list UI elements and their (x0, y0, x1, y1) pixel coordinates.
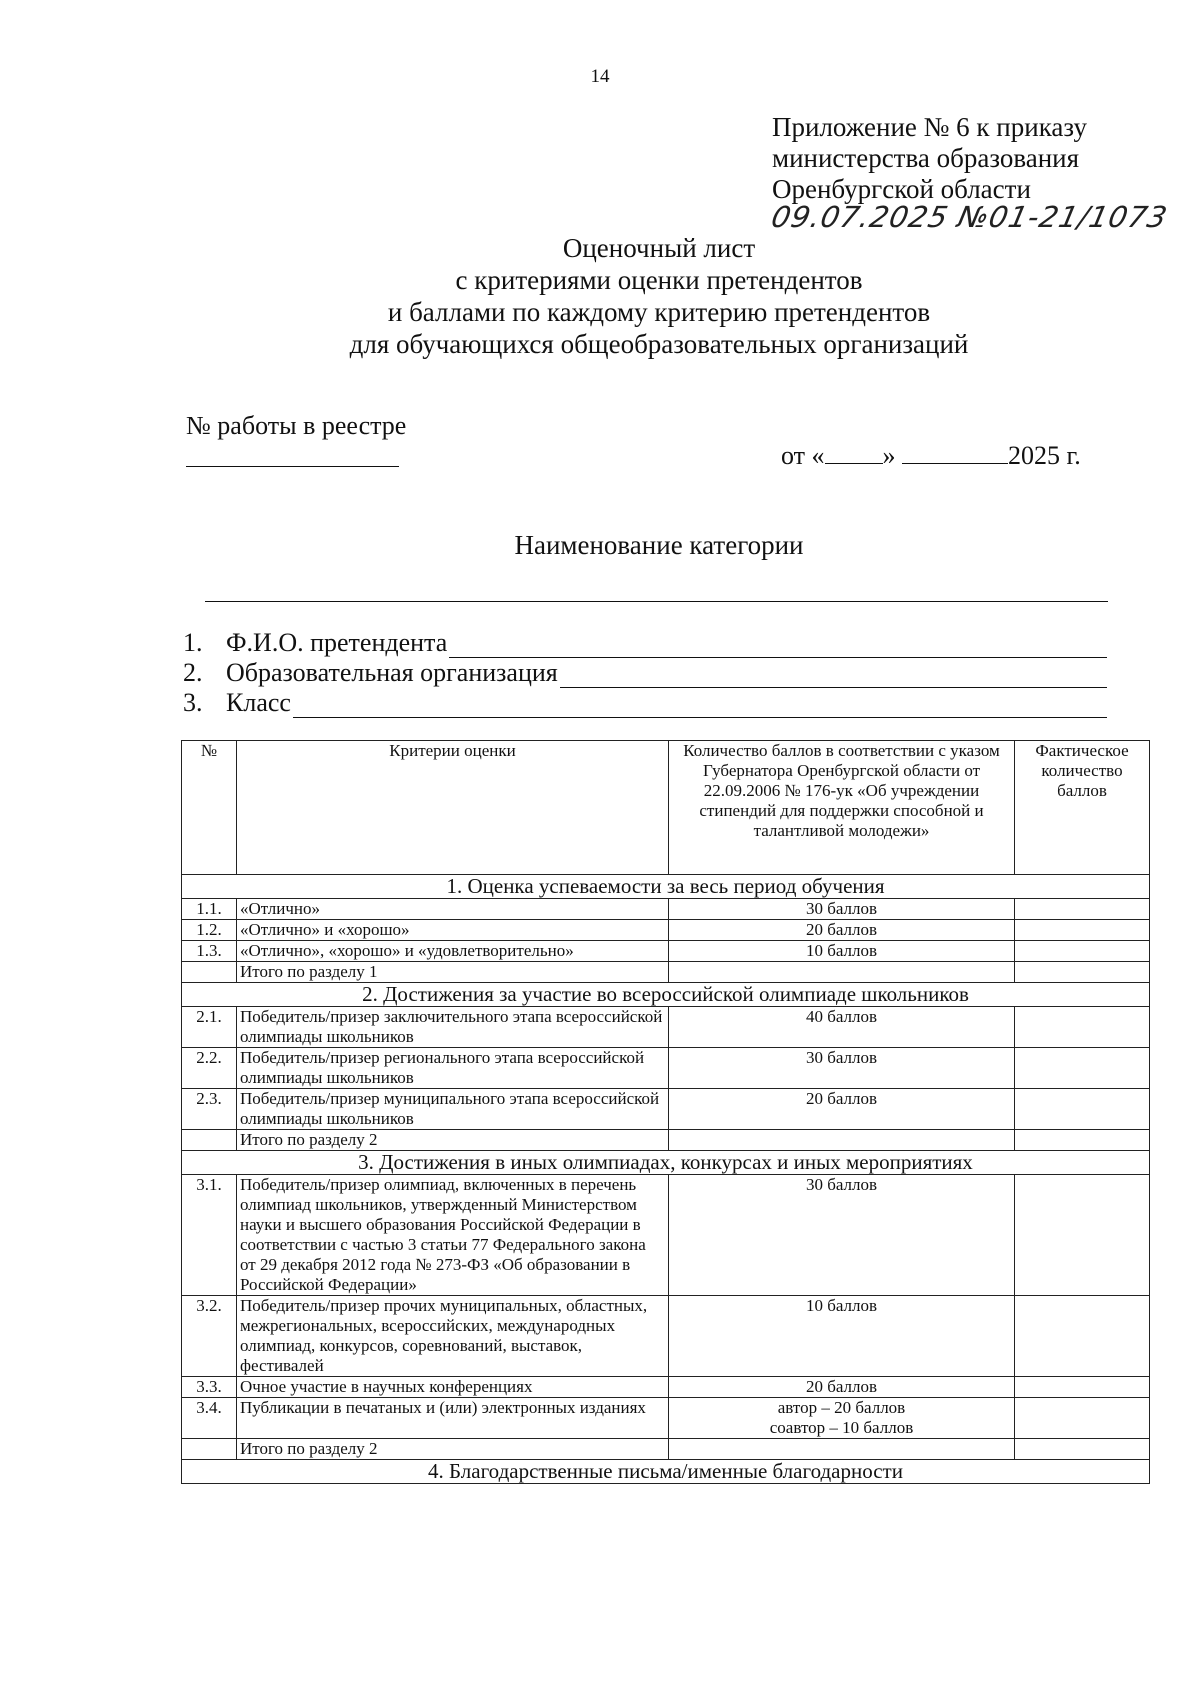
table-row (182, 920, 1150, 941)
row-num: 2.1. (182, 1007, 237, 1048)
table-row (182, 1175, 1150, 1296)
handwritten-order-number: 09.07.2025 №01-21/1073 (768, 200, 1171, 234)
total-input[interactable] (1015, 1130, 1150, 1151)
registry-number-field[interactable] (186, 466, 399, 467)
appendix-line-3: Оренбургской области (772, 174, 1031, 204)
points-coauthor: соавтор – 10 баллов (769, 1418, 914, 1437)
total-input[interactable] (1015, 1439, 1150, 1460)
table-row (182, 1377, 1150, 1398)
field-number: 3. (183, 688, 203, 717)
title-line-1: Оценочный лист (562, 233, 756, 263)
field-row-organization (183, 658, 1107, 688)
field-number: 2. (183, 658, 203, 687)
row-points: 10 баллов (669, 941, 1015, 962)
table-row (182, 1048, 1150, 1089)
row-actual-input[interactable] (1015, 1048, 1150, 1089)
section-title: 4. Благодарственные письма/именные благодарности (182, 1460, 1150, 1484)
title-line-4: для обучающихся общеобразовательных организаций (349, 329, 969, 359)
header-num: № (182, 741, 237, 875)
row-actual-input[interactable] (1015, 920, 1150, 941)
date-field (781, 441, 1081, 471)
total-label: Итого по разделу 1 (237, 962, 669, 983)
registry-label: № работы в реестре (186, 411, 407, 440)
row-points: 20 баллов (669, 1089, 1015, 1130)
table-row (182, 1398, 1150, 1439)
row-points: 30 баллов (669, 1175, 1015, 1296)
row-actual-input[interactable] (1015, 1377, 1150, 1398)
row-num: 3.2. (182, 1296, 237, 1377)
header-points: Количество баллов в соответствии с указом Губернатора Оренбургской области от 22.09.2006 № 176-ук «Об учреждении стипендий для поддержки способной и талантливой молодежи» (669, 741, 1015, 875)
field-number: 1. (183, 628, 203, 657)
section-row (182, 983, 1150, 1007)
section-title: 3. Достижения в иных олимпиадах, конкурсах и иных мероприятиях (182, 1151, 1150, 1175)
row-points (669, 1398, 1015, 1439)
header-actual: Фактическое количество баллов (1015, 741, 1150, 875)
section-row (182, 1460, 1150, 1484)
row-actual-input[interactable] (1015, 941, 1150, 962)
field-row-name (183, 628, 1107, 658)
table-row (182, 941, 1150, 962)
row-criteria: Победитель/призер заключительного этапа всероссийской олимпиады школьников (237, 1007, 669, 1048)
row-actual-input[interactable] (1015, 1296, 1150, 1377)
row-num: 3.3. (182, 1377, 237, 1398)
table-row (182, 1007, 1150, 1048)
table-row (182, 1296, 1150, 1377)
row-criteria: Публикации в печатаных и (или) электронных изданиях (237, 1398, 669, 1439)
page-number: 14 (590, 66, 610, 87)
points-author: автор – 20 баллов (777, 1398, 906, 1417)
row-points: 20 баллов (669, 920, 1015, 941)
applicant-name-field[interactable] (449, 633, 1107, 658)
appendix-line-2: министерства образования (772, 143, 1080, 173)
row-actual-input[interactable] (1015, 1007, 1150, 1048)
date-mid: » (882, 441, 896, 470)
category-field[interactable] (205, 601, 1108, 602)
date-day-field[interactable] (825, 441, 883, 464)
criteria-table (181, 740, 1150, 1484)
row-points: 20 баллов (669, 1377, 1015, 1398)
field-label: Ф.И.О. претендента (226, 628, 448, 657)
total-row (182, 1130, 1150, 1151)
total-label: Итого по разделу 2 (237, 1130, 669, 1151)
row-criteria: Победитель/призер муниципального этапа всероссийской олимпиады школьников (237, 1089, 669, 1130)
field-label: Класс (226, 688, 291, 717)
organization-field[interactable] (560, 663, 1107, 688)
category-label: Наименование категории (514, 530, 804, 560)
row-num: 2.3. (182, 1089, 237, 1130)
row-actual-input[interactable] (1015, 1175, 1150, 1296)
row-criteria: Очное участие в научных конференциях (237, 1377, 669, 1398)
date-suffix: 2025 г. (1008, 441, 1081, 470)
section-title: 2. Достижения за участие во всероссийской олимпиаде школьников (182, 983, 1150, 1007)
row-criteria: «Отлично» (237, 899, 669, 920)
row-num: 2.2. (182, 1048, 237, 1089)
section-row (182, 875, 1150, 899)
section-row (182, 1151, 1150, 1175)
row-criteria: Победитель/призер олимпиад, включенных в перечень олимпиад школьников, утвержденный Министерством науки и высшего образования Российской Федерации в соответствии с частью 3 статьи 77 Федерального закона от 29 декабря 2012 года № 273-ФЗ «Об образовании в Российской Федерации» (237, 1175, 669, 1296)
table-row (182, 899, 1150, 920)
field-row-class (183, 688, 1107, 718)
table-row (182, 1089, 1150, 1130)
row-num: 1.2. (182, 920, 237, 941)
appendix-line-1: Приложение № 6 к приказу (772, 112, 1087, 142)
title-line-2: с критериями оценки претендентов (455, 265, 863, 295)
row-num: 1.3. (182, 941, 237, 962)
field-label: Образовательная организация (226, 658, 558, 687)
class-field[interactable] (293, 693, 1107, 718)
row-points: 10 баллов (669, 1296, 1015, 1377)
total-row (182, 1439, 1150, 1460)
row-num: 1.1. (182, 899, 237, 920)
date-month-field[interactable] (902, 441, 1008, 464)
row-num: 3.1. (182, 1175, 237, 1296)
row-actual-input[interactable] (1015, 1089, 1150, 1130)
row-criteria: «Отлично», «хорошо» и «удовлетворительно» (237, 941, 669, 962)
row-points: 40 баллов (669, 1007, 1015, 1048)
row-points: 30 баллов (669, 899, 1015, 920)
title-line-3: и баллами по каждому критерию претендентов (387, 297, 931, 327)
row-points: 30 баллов (669, 1048, 1015, 1089)
date-prefix: от « (781, 441, 825, 470)
row-actual-input[interactable] (1015, 899, 1150, 920)
header-criteria: Критерии оценки (237, 741, 669, 875)
total-input[interactable] (1015, 962, 1150, 983)
appendix-block (772, 112, 1087, 205)
table-header-row (182, 741, 1150, 875)
row-actual-input[interactable] (1015, 1398, 1150, 1439)
row-criteria: «Отлично» и «хорошо» (237, 920, 669, 941)
row-num: 3.4. (182, 1398, 237, 1439)
section-title: 1. Оценка успеваемости за весь период обучения (182, 875, 1150, 899)
total-row (182, 962, 1150, 983)
row-criteria: Победитель/призер регионального этапа всероссийской олимпиады школьников (237, 1048, 669, 1089)
total-label: Итого по разделу 2 (237, 1439, 669, 1460)
document-title (0, 232, 1200, 360)
row-criteria: Победитель/призер прочих муниципальных, областных, межрегиональных, всероссийских, международных олимпиад, конкурсов, соревнований, выставок, фестивалей (237, 1296, 669, 1377)
